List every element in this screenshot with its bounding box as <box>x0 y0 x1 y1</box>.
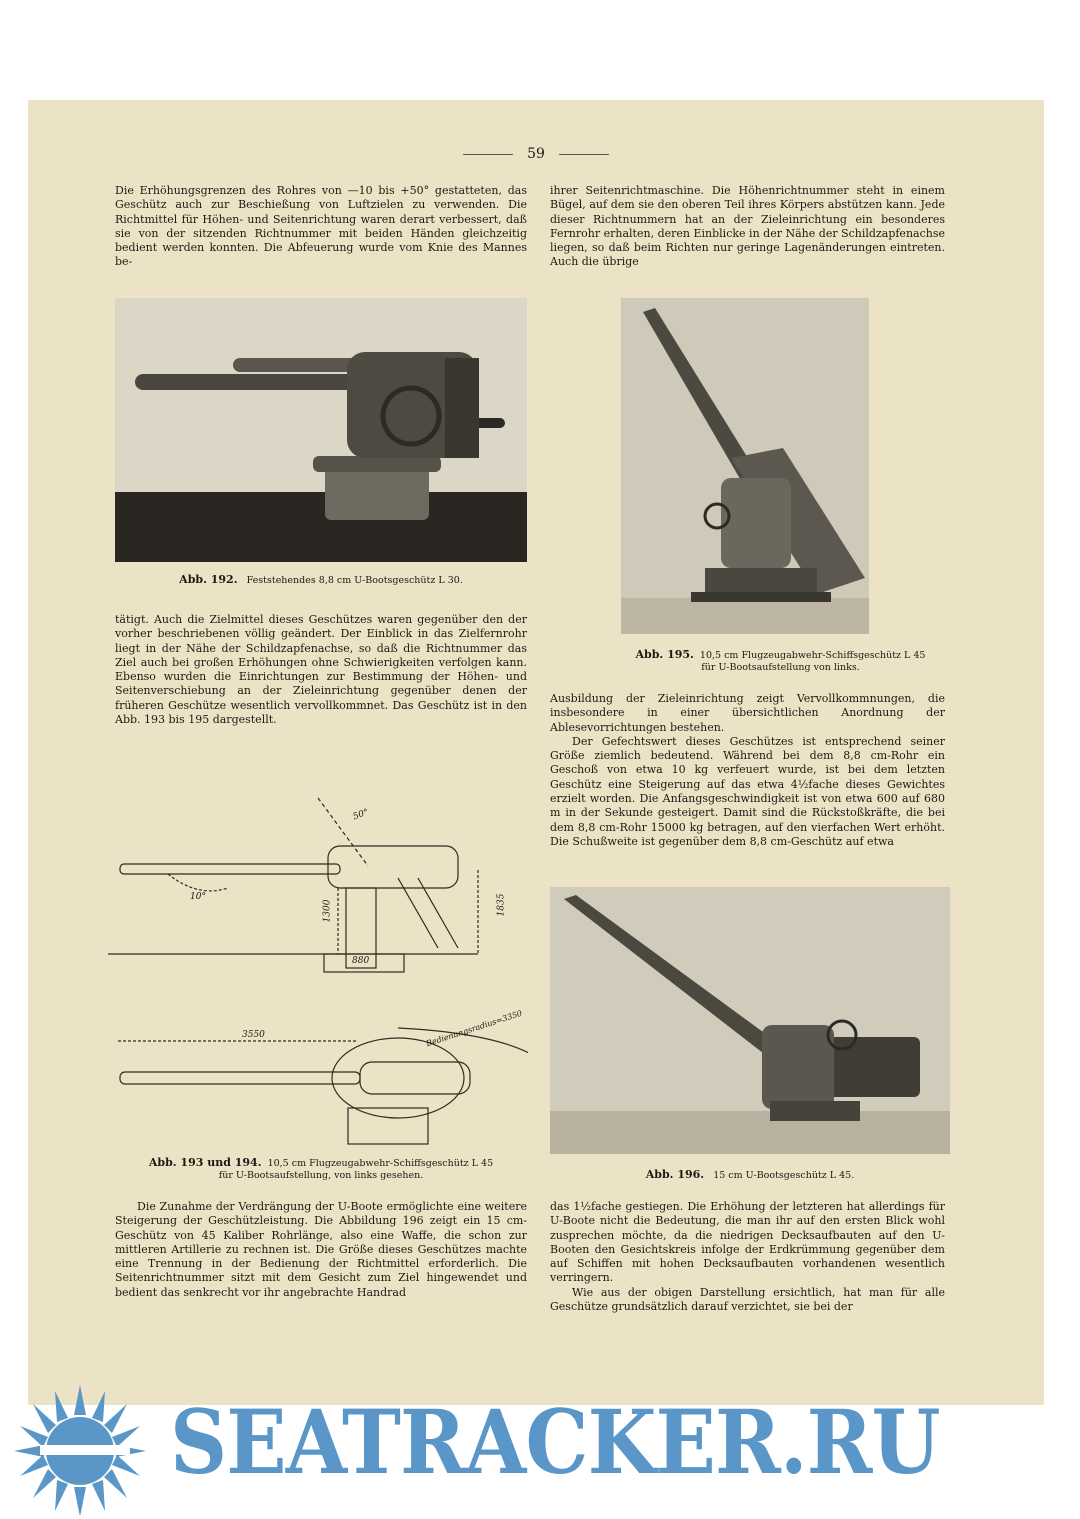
right-paragraph-3: Der Gefechtswert dieses Geschützes ist entsprechend seiner Größe ziemlich bedeutend. Während bei dem 8,8 cm-Rohr ein Geschoß von etwa 10 kg verfeuert wurde, ist bei dem letzten Geschütz eine Steigerung auf das etwa 4½fache dieses Gewichtes erzielt worden. Die Anfangsgeschwindigkeit ist von etwa 600 auf 680 m in der Sekunde gesteigert. Damit sind die Rückstoßkräfte, die bei dem 8,8 cm-Rohr 15000 kg betragen, auf den vierfachen Wert erhöht. Die Schußweite ist gegenüber dem 8,8 cm-Geschütz auf etwa <box>550 734 945 848</box>
dim-base: 880 <box>352 956 370 966</box>
figure-193-194-label: Abb. 193 und 194. <box>148 1156 262 1169</box>
page-number: 59 <box>28 146 1044 162</box>
left-paragraph-1: Die Erhöhungsgrenzen des Rohres von —10 bis +50° gestatteten, das Geschütz auch zur Beschießung von Luftzielen zu verwenden. Die Richtmittel für Höhen- und Seitenrichtung waren derart verbessert, daß sie von der sitzenden Richtnummer mit beiden Händen gleichzeitig bedient werden konnten. Die Abfeuerung wurde vom Knie des Mannes be- <box>115 184 527 269</box>
figure-192-text: Feststehendes 8,8 cm U-Bootsgeschütz L 30. <box>246 575 463 586</box>
figure-195-caption <box>583 649 978 674</box>
figure-196-caption <box>550 1169 950 1182</box>
figure-193-194-text-1: 10,5 cm Flugzeugabwehr-Schiffsgeschütz L 45 <box>267 1158 494 1169</box>
right-paragraph-4: das 1½fache gestiegen. Die Erhöhung der letzteren hat allerdings für U-Boote nicht die Bedeutung, die man ihr auf den ersten Blick wohl zusprechen möchte, da die niedrigen Decksaufbauten auf den U-Booten den Gesichtskreis infolge der Erdkrümmung gegenüber dem auf Schiffen mit hohen Decksaufbauten vorhandenen wesentlich verringern. <box>550 1200 945 1285</box>
figure-193-194-caption <box>115 1157 527 1182</box>
figure-196-label: Abb. 196. <box>645 1168 705 1181</box>
figure-195-photo <box>621 298 869 634</box>
sun-logo-icon <box>0 1385 170 1515</box>
figure-192-caption <box>115 574 527 587</box>
dim-length: 3550 <box>242 1030 265 1040</box>
figure-192-photo <box>115 298 527 562</box>
right-paragraph-2: Ausbildung der Zieleinrichtung zeigt Vervollkommnungen, die insbesondere in einer übersichtlichen Anordnung der Ablesevorrichtungen bestehen. <box>550 692 945 734</box>
dim-height-2: 1835 <box>496 893 507 917</box>
figure-195-label: Abb. 195. <box>635 648 694 661</box>
figure-192-label: Abb. 192. <box>179 573 238 586</box>
watermark-text: SEATRACKER.RU <box>170 1390 940 1494</box>
figure-196-photo <box>550 887 950 1154</box>
figure-193-194-drawing <box>98 788 528 1153</box>
dim-angle-top: 50° <box>351 807 371 823</box>
right-paragraph-1: ihrer Seitenrichtmaschine. Die Höhenrichtnummer steht in einem Bügel, auf dem sie den oberen Teil ihres Körpers abstützen kann. Jede dieser Richtnummern hat an der Zieleinrichtung ein besonderes Fernrohr erhalten, deren Einblicke in der Nähe der Schildzapfenachse liegen, so daß beim Richten nur geringe Lagenänderungen eintreten. Auch die übrige <box>550 184 945 269</box>
left-paragraph-3: Die Zunahme der Verdrängung der U-Boote ermöglichte eine weitere Steigerung der Geschützleistung. Die Abbildung 196 zeigt ein 15 cm-Geschütz von 45 Kaliber Rohrlänge, also eine Waffe, die schon zur mittleren Artillerie zu rechnen ist. Die Größe dieses Geschützes machte eine Trennung in der Bedienung der Richtmittel erforderlich. Die Seitenrichtnummer sitzt mit dem Gesicht zum Ziel hingewendet und bedient das senkrecht vor ihr angebrachte Handrad <box>115 1200 527 1299</box>
book-page <box>28 100 1044 1405</box>
right-column-bottom <box>550 1200 945 1314</box>
right-paragraph-5: Wie aus der obigen Darstellung ersichtlich, hat man für alle Geschütze grundsätzlich darauf verzichtet, sie bei der <box>550 1285 945 1314</box>
figure-193-194-text-2: für U-Bootsaufstellung, von links gesehen. <box>218 1170 424 1181</box>
elevation-line <box>318 798 371 866</box>
figure-195-text-2: für U-Bootsaufstellung von links. <box>701 662 860 673</box>
dim-angle-side: 10° <box>190 892 206 902</box>
dim-height-1: 1300 <box>322 899 333 923</box>
dim-radius: Bedienungsradius=3350 <box>425 1008 524 1049</box>
right-column-middle <box>550 692 945 849</box>
figure-195-text-1: 10,5 cm Flugzeugabwehr-Schiffsgeschütz L 45 <box>699 650 926 661</box>
right-column-top <box>550 184 945 270</box>
left-column-bottom <box>115 1200 527 1300</box>
left-column-top <box>115 184 527 270</box>
figure-196-text: 15 cm U-Bootsgeschütz L 45. <box>713 1170 855 1181</box>
left-column-middle <box>115 613 527 727</box>
left-paragraph-2: tätigt. Auch die Zielmittel dieses Geschützes waren gegenüber den der vorher beschriebenen völlig geändert. Der Einblick in das Zielfernrohr liegt in der Nähe der Schildzapfenachse, so daß die Richtnummer das Ziel auch bei großen Erhöhungen ohne Schwierigkeiten verfolgen kann. Ebenso wurden die Einrichtungen zur Bestimmung der Höhen- und Seitenverschiebung an der Zieleinrichtung gegenüber denen der früheren Geschütze wesentlich vervollkommnet. Das Geschütz ist in den Abb. 193 bis 195 dargestellt. <box>115 613 527 727</box>
